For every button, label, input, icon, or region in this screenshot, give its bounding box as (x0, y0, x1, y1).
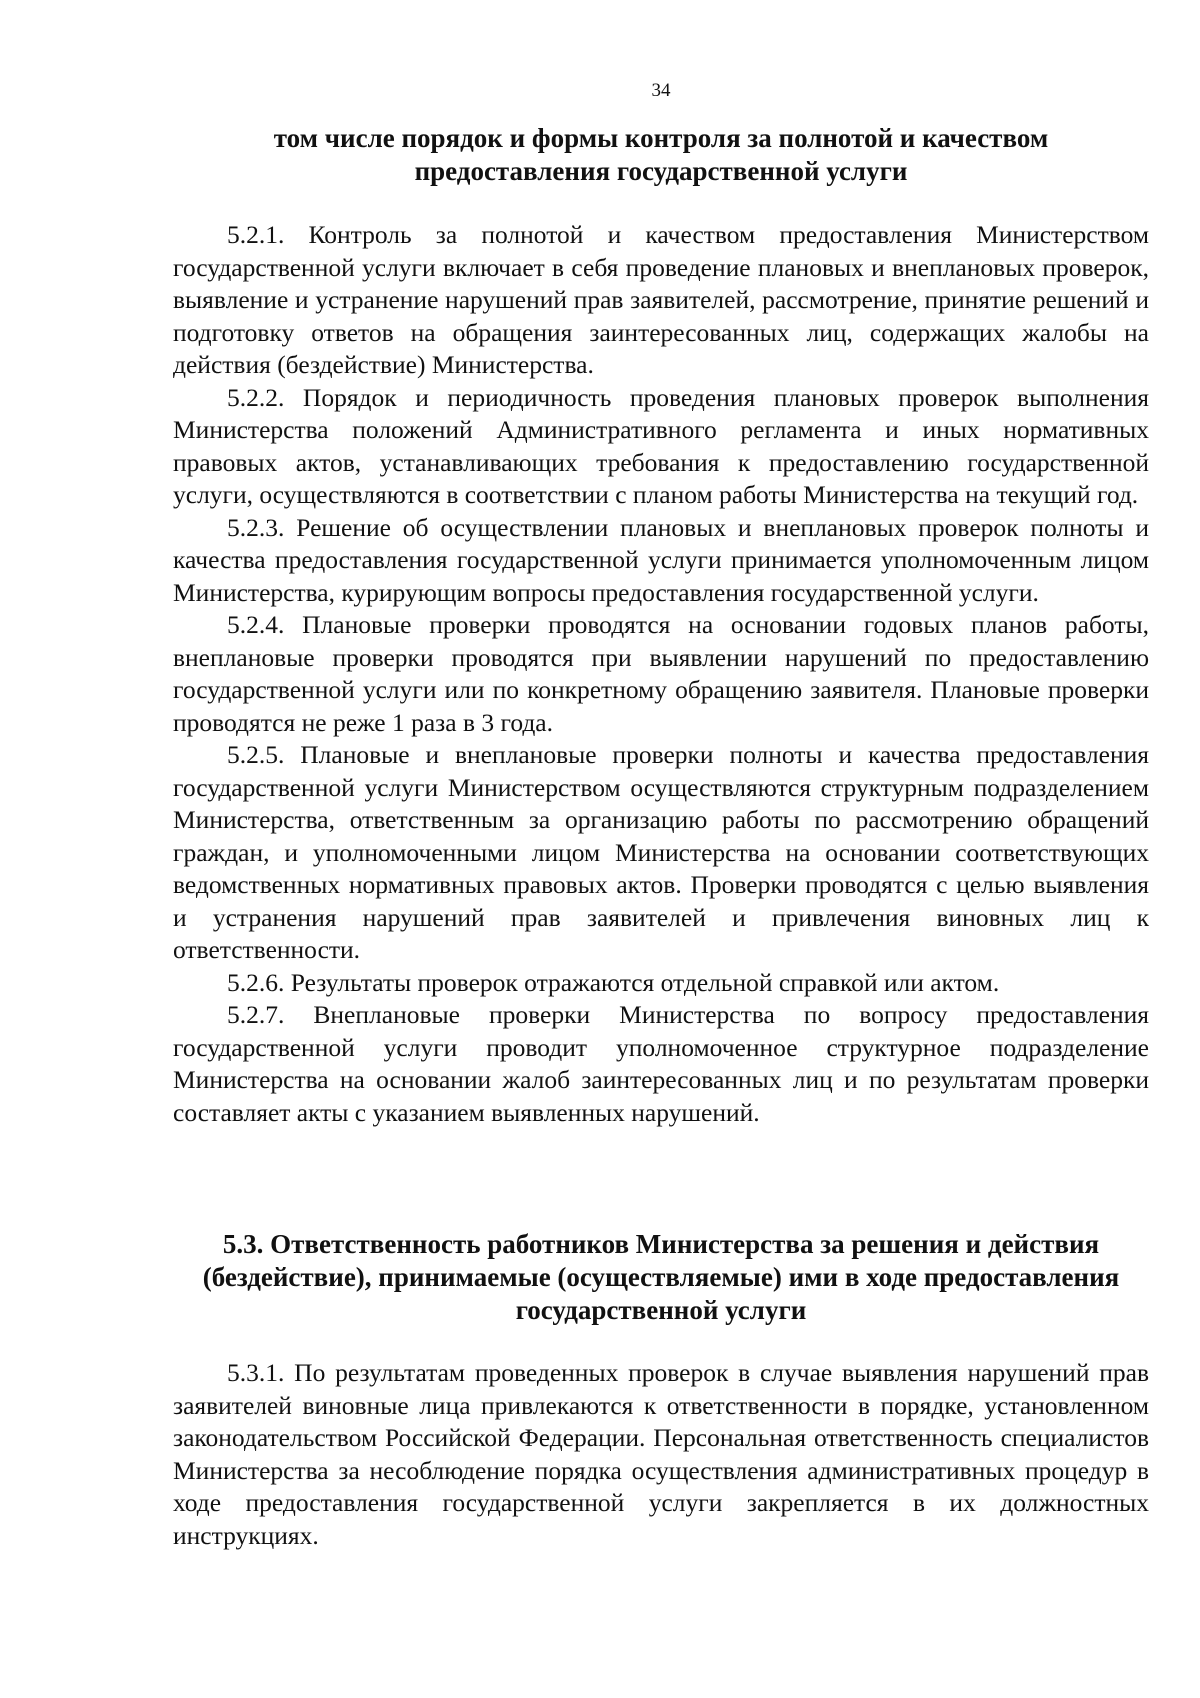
section-5-2-body (173, 219, 1149, 1129)
paragraph-5-2-5: 5.2.5. Плановые и внеплановые проверки полноты и качества предоставления государственной услуги Министерством осуществляются структурным подразделением Министерства, ответственным за организацию работы по рассмотрению обращений граждан, и уполномоченными лицом Министерства на основании соответствующих ведомственных нормативных правовых актов. Проверки проводятся с целью выявления и устранения нарушений прав заявителей и привлечения виновных лиц к ответственности. (173, 740, 1149, 964)
paragraph-5-2-3: 5.2.3. Решение об осуществлении плановых и внеплановых проверок полноты и качества предоставления государственной услуги принимается уполномоченным лицом Министерства, курирующим вопросы предоставления государственной услуги. (173, 512, 1149, 607)
section-5-3-heading: 5.3. Ответственность работников Министерства за решения и действия (бездействие), принимаемые (осуществляемые) ими в ходе предоставления государственной услуги (202, 1229, 1120, 1325)
paragraph-5-3-1: 5.3.1. По результатам проведенных проверок в случае выявления нарушений прав заявителей виновные лица привлекаются к ответственности в порядке, установленном законодательством Российской Федерации. Персональная ответственность специалистов Министерства за несоблюдение порядка осуществления административных процедур в ходе предоставления государственной услуги закрепляется в их должностных инструкциях. (173, 1358, 1149, 1550)
section-heading-continued: том числе порядок и формы контроля за полнотой и качеством предоставления государственной услуги (273, 123, 1049, 186)
paragraph-5-2-4: 5.2.4. Плановые проверки проводятся на основании годовых планов работы, внеплановые проверки проводятся при выявлении нарушений по предоставлению государственной услуги или по конкретному обращению заявителя. Плановые проверки проводятся не реже 1 раза в 3 года. (173, 610, 1149, 737)
section-5-3-body (173, 1357, 1149, 1552)
paragraph-5-2-6: 5.2.6. Результаты проверок отражаются отдельной справкой или актом. (227, 967, 1000, 997)
paragraph-5-2-2: 5.2.2. Порядок и периодичность проведения плановых проверок выполнения Министерства положений Административного регламента и иных нормативных правовых актов, устанавливающих требования к предоставлению государственной услуги, осуществляются в соответствии с планом работы Министерства на текущий год. (173, 382, 1149, 509)
page-number: 34 (651, 80, 671, 101)
paragraph-5-2-1: 5.2.1. Контроль за полнотой и качеством предоставления Министерством государственной услуги включает в себя проведение плановых и внеплановых проверок, выявление и устранение нарушений прав заявителей, рассмотрение, принятие решений и подготовку ответов на обращения заинтересованных лиц, содержащих жалобы на действия (бездействие) Министерства. (173, 220, 1149, 379)
paragraph-5-2-7: 5.2.7. Внеплановые проверки Министерства по вопросу предоставления государственной услуги проводит уполномоченное структурное подразделение Министерства на основании жалоб заинтересованных лиц и по результатам проверки составляет акты с указанием выявленных нарушений. (173, 1000, 1149, 1127)
